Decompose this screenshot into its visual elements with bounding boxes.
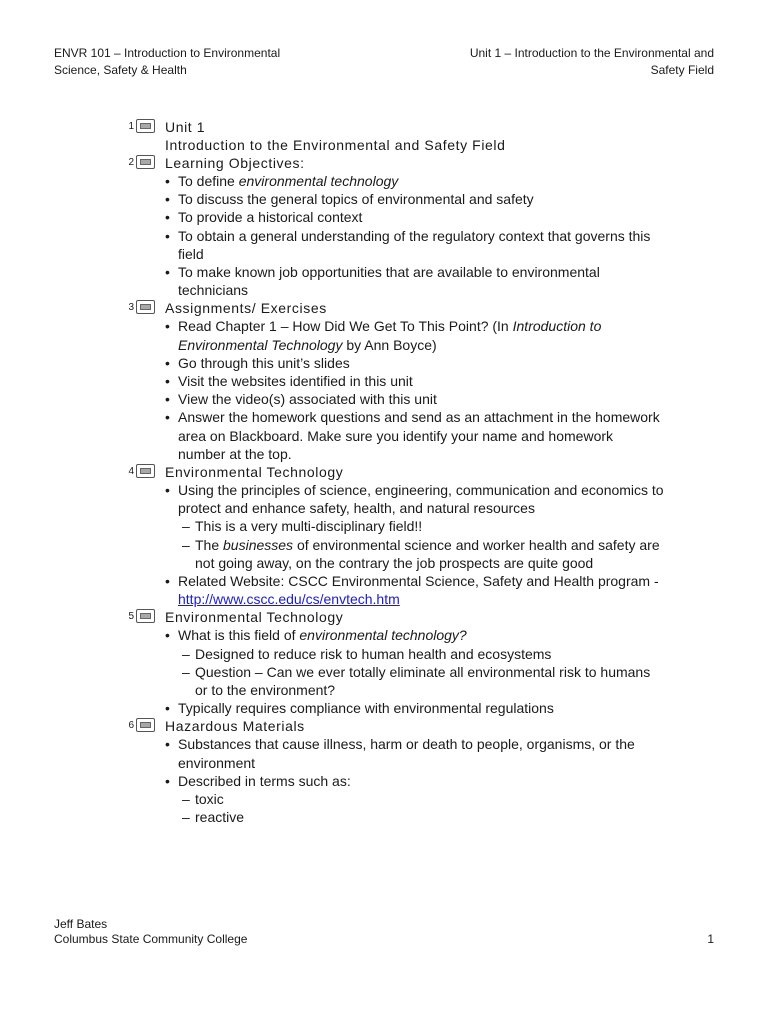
list-item: • Go through this unit’s slides — [124, 354, 664, 372]
slide-title: Assignments/ Exercises — [165, 300, 327, 317]
slide-4-header — [124, 463, 664, 481]
list-item — [124, 572, 664, 608]
dash-marker: – — [182, 518, 190, 535]
slide-6-header — [124, 717, 664, 735]
bullet-emphasis: environmental technology — [238, 173, 399, 189]
course-title-line2: Science, Safety & Health — [54, 63, 187, 77]
dash-marker: – — [182, 663, 190, 680]
slide-2-header — [124, 154, 664, 172]
slide-1 — [124, 118, 664, 154]
bullet-text: What is this field of — [178, 627, 300, 644]
list-item: • Substances that cause illness, harm or death to people, organisms, or the environment — [124, 735, 664, 771]
page-header-left — [54, 45, 280, 79]
slide-2 — [124, 154, 664, 299]
sub-list-item — [124, 536, 664, 572]
list-item — [124, 317, 664, 353]
slide-number: 6 — [128, 720, 134, 732]
bullet-list — [124, 317, 664, 463]
page-number: 1 — [707, 932, 714, 946]
slide-thumbnail-icon[interactable] — [136, 119, 155, 133]
slide-number: 4 — [128, 466, 134, 478]
sub-bullet-text: reactive — [195, 809, 245, 826]
slide-title: Environmental Technology — [165, 609, 344, 626]
slide-number: 2 — [128, 157, 134, 168]
bullet-text: by Ann Boyce) — [342, 336, 437, 353]
sub-bullet-text: Question – Can we ever totally eliminate all environmental risk to humans or to the environment? — [195, 663, 651, 699]
bullet-list — [124, 735, 664, 826]
slide-5 — [124, 608, 664, 717]
slide-number: 1 — [128, 121, 134, 132]
sub-bullet-text: This is a very multi-disciplinary field!! — [195, 518, 423, 535]
list-item: • Using the principles of science, engineering, communication and economics to protect and enhance safety, health, and natural resources — [124, 481, 664, 517]
slide-title: Hazardous Materials — [165, 718, 305, 735]
page-footer-left — [54, 917, 247, 947]
slide-title: Unit 1 — [165, 119, 206, 135]
slide-number: 5 — [128, 611, 134, 623]
unit-title-line1: Unit 1 – Introduction to the Environmental and — [469, 46, 714, 60]
sub-list-item — [124, 790, 664, 808]
unit-title-line2: Safety Field — [650, 63, 714, 77]
bullet-text: To define — [178, 173, 239, 189]
list-item: • View the video(s) associated with this unit — [124, 390, 664, 408]
book-title: Introduction to Environmental Technology — [178, 318, 602, 353]
slide-thumbnail-icon[interactable] — [136, 609, 155, 623]
sub-list-item — [124, 808, 664, 826]
slide-1-header — [124, 118, 664, 136]
slide-thumbnail-icon[interactable] — [136, 718, 155, 732]
list-item: • To obtain a general understanding of the regulatory context that governs this field — [124, 227, 664, 263]
dash-marker: – — [182, 536, 190, 553]
slide-thumbnail-icon[interactable] — [136, 300, 155, 314]
list-item: • Answer the homework questions and send as an attachment in the homework area on Blackboard. Make sure you identify your name and homework number at the top. — [124, 408, 664, 463]
slide-5-header — [124, 608, 664, 626]
bullet-text: Related Website: CSCC Environmental Science, Safety and Health program - — [178, 573, 659, 590]
list-item — [124, 626, 664, 644]
page-header-right — [470, 45, 714, 79]
bullet-list — [124, 481, 664, 608]
sub-bullet-text: Designed to reduce risk to human health and ecosystems — [195, 645, 552, 662]
list-item: • Typically requires compliance with environmental regulations — [124, 699, 664, 717]
slide-4 — [124, 463, 664, 608]
slide-3 — [124, 299, 664, 463]
program-website-link[interactable]: http://www.cscc.edu/cs/envtech.htm — [178, 591, 400, 608]
slide-title: Learning Objectives: — [165, 155, 305, 171]
sub-list-item — [124, 663, 664, 699]
course-title-line1: ENVR 101 – Introduction to Environmental — [54, 46, 281, 60]
bullet-list — [124, 626, 664, 717]
sub-bullet-text: The — [195, 536, 224, 553]
bullet-list — [124, 172, 664, 299]
bullet-text: Read Chapter 1 – How Did We Get To This Point? (In — [178, 318, 513, 335]
bullet-emphasis: environmental technology? — [299, 627, 467, 644]
slide-title: Environmental Technology — [165, 464, 344, 481]
institution-name: Columbus State Community College — [54, 932, 248, 946]
dash-marker: – — [182, 809, 190, 826]
slide-3-header — [124, 299, 664, 317]
slide-subtitle: Introduction to the Environmental and Safety Field — [165, 137, 506, 153]
author-name: Jeff Bates — [54, 917, 108, 931]
dash-marker: – — [182, 645, 190, 662]
sub-bullet-text: of environmental science and worker health and safety are not going away, on the contrary the job prospects are quite good — [195, 536, 660, 571]
list-item: • Described in terms such as: — [124, 772, 664, 790]
dash-marker: – — [182, 791, 190, 808]
sub-bullet-text: toxic — [195, 791, 224, 808]
list-item: • To provide a historical context — [124, 208, 664, 226]
list-item: • To discuss the general topics of environmental and safety — [124, 190, 664, 208]
slide-thumbnail-icon[interactable] — [136, 464, 155, 478]
slide-outline — [124, 118, 664, 827]
list-item: • Visit the websites identified in this unit — [124, 372, 664, 390]
list-item: • To make known job opportunities that are available to environmental technicians — [124, 263, 664, 299]
list-item — [124, 172, 664, 190]
sub-list-item — [124, 517, 664, 535]
sub-list-item — [124, 645, 664, 663]
slide-thumbnail-icon[interactable] — [136, 155, 155, 169]
slide-6 — [124, 717, 664, 826]
slide-number: 3 — [128, 302, 134, 314]
sub-bullet-emphasis: businesses — [223, 536, 294, 553]
